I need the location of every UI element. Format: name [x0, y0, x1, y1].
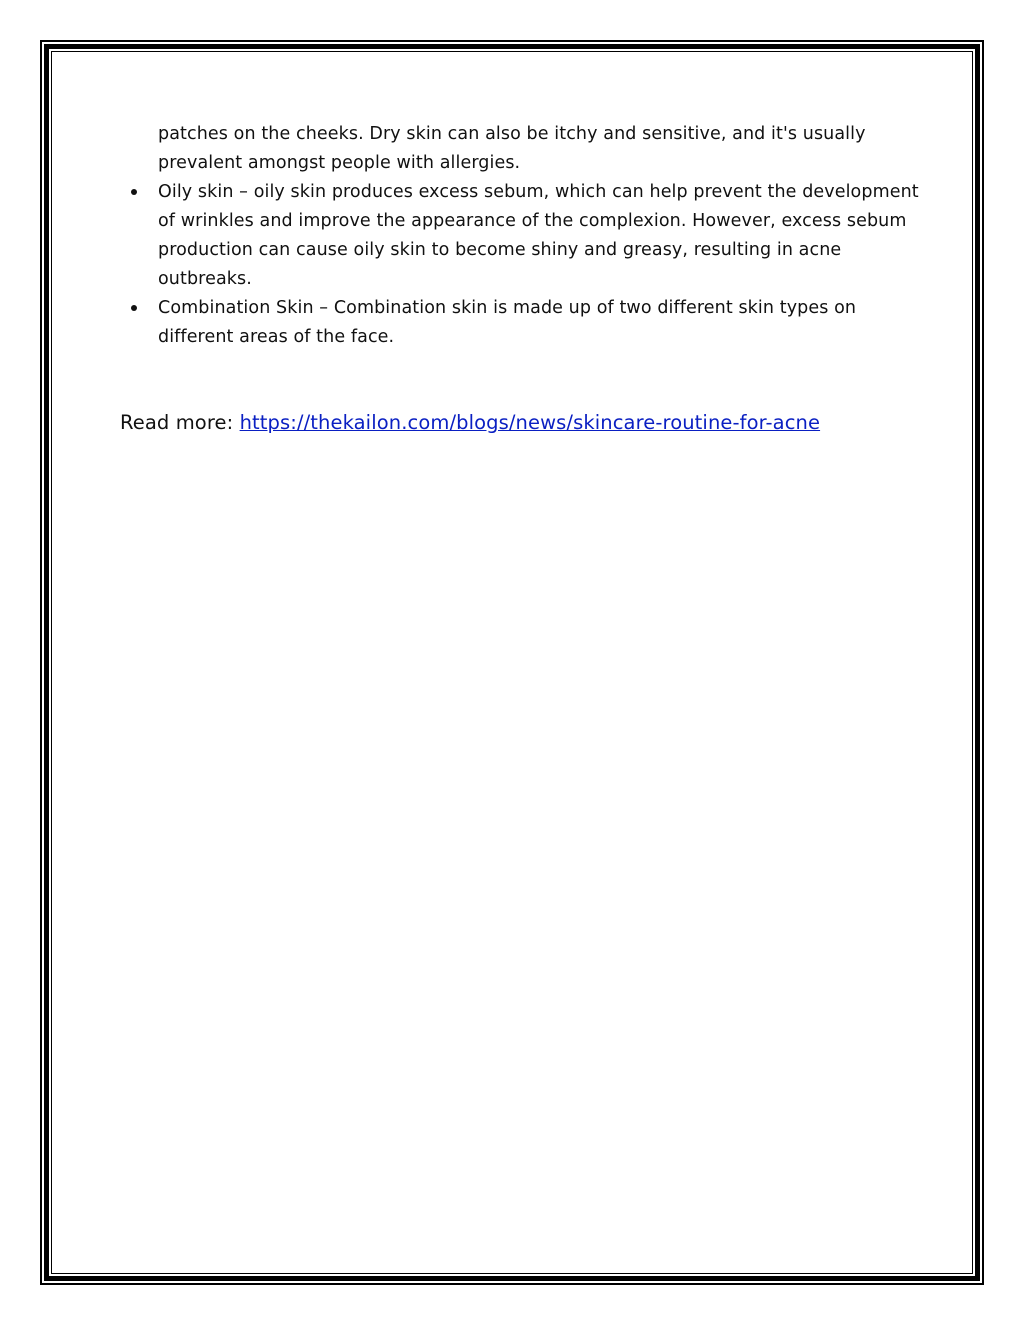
list-item-text: Oily skin – oily skin produces excess sebum, which can help prevent the development of wrinkles and improve the appearance of the complexion. However, excess sebum production can cause oily skin to become shiny and greasy, resulting in acne outbreaks. — [158, 182, 919, 289]
list-item-combination-skin — [120, 294, 920, 352]
bullet-icon — [131, 189, 137, 195]
list-item-oily-skin — [120, 178, 920, 294]
read-more-label: Read more: — [120, 411, 240, 434]
list-item-text: Combination Skin – Combination skin is made up of two different skin types on different areas of the face. — [158, 298, 857, 347]
skin-type-list — [120, 178, 920, 352]
document-body — [120, 120, 920, 437]
bullet-icon — [131, 305, 137, 311]
read-more-link[interactable]: https://thekailon.com/blogs/news/skincare-routine-for-acne — [239, 411, 821, 434]
continuation-paragraph: patches on the cheeks. Dry skin can also be itchy and sensitive, and it's usually prevalent amongst people with allergies. — [158, 124, 866, 173]
read-more-line — [120, 408, 920, 437]
